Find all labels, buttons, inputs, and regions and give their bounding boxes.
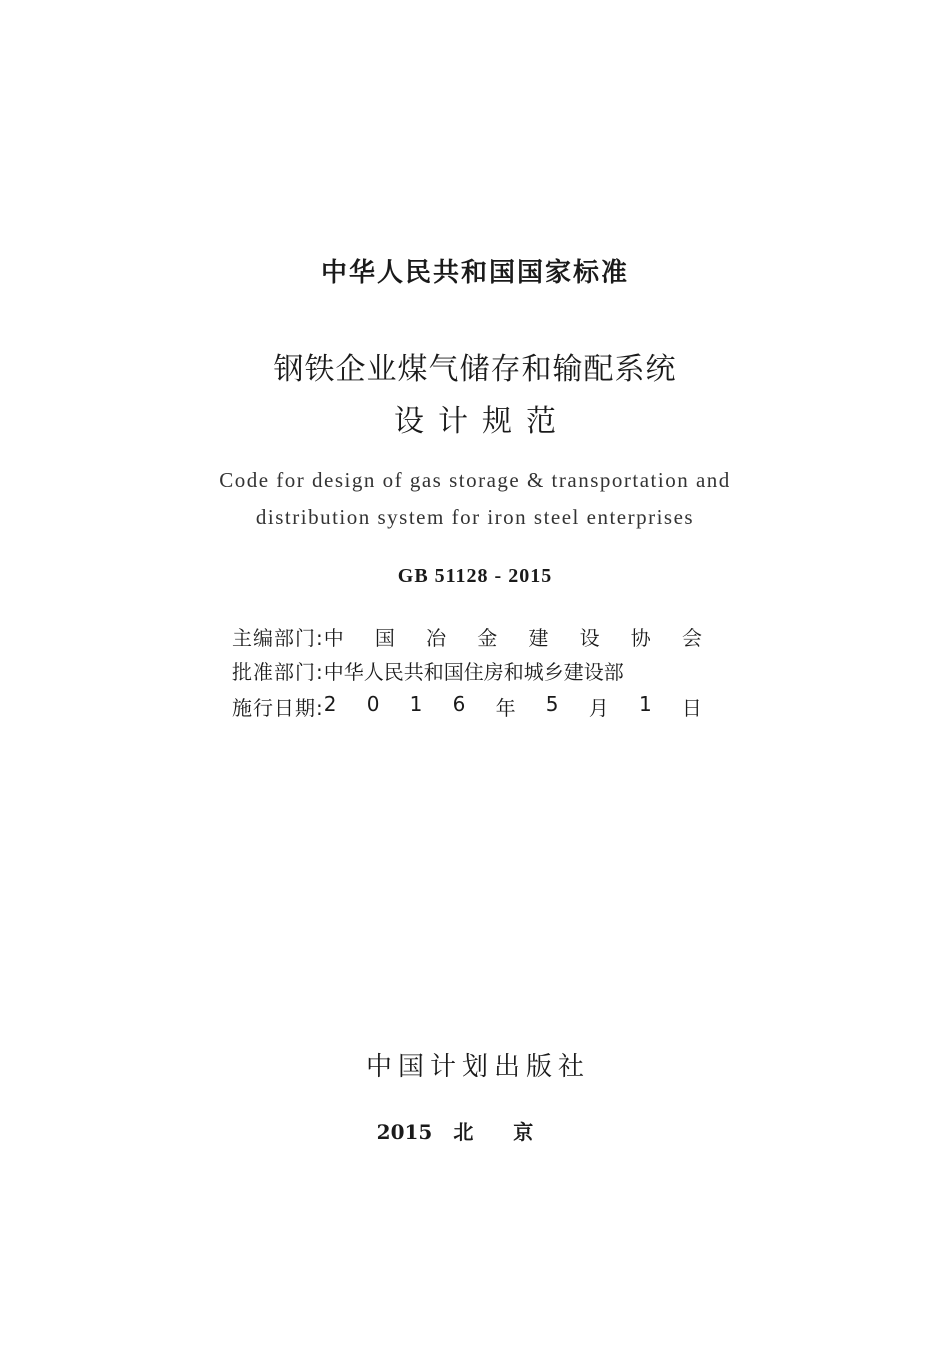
date-char: 1 — [638, 692, 652, 716]
date-char: 1 — [409, 692, 423, 716]
approval-dept-label: 批准部门: — [232, 660, 324, 684]
english-title-line1: Code for design of gas storage & transportation and — [219, 468, 731, 492]
chief-dept-label: 主编部门: — [232, 626, 324, 650]
approval-department — [232, 656, 702, 685]
chief-dept-value — [324, 622, 702, 651]
date-char: 月 — [588, 696, 609, 720]
date-char: 5 — [545, 692, 559, 716]
chief-dept-char: 建 — [528, 626, 549, 650]
effective-date-value — [324, 692, 702, 721]
date-char: 年 — [495, 696, 516, 720]
publish-year: 2015 — [376, 1120, 433, 1144]
standard-series-heading: 中华人民共和国国家标准 — [320, 258, 629, 288]
chief-dept-char: 金 — [477, 626, 498, 650]
publication-place-year — [0, 1116, 950, 1145]
effective-date-label: 施行日期: — [232, 696, 324, 720]
document-title-line1: 钢铁企业煤气储存和输配系统 — [273, 352, 677, 387]
date-char: 6 — [452, 692, 466, 716]
chief-editing-department — [232, 622, 702, 651]
date-char: 日 — [681, 696, 702, 720]
chief-dept-char: 国 — [374, 626, 395, 650]
chief-dept-char: 设 — [579, 626, 600, 650]
date-char: 2 — [323, 692, 337, 716]
publisher-name: 中国计划出版社 — [365, 1052, 590, 1082]
effective-date — [232, 692, 702, 721]
english-title-line2: distribution system for iron steel enterprises — [255, 505, 695, 529]
chief-dept-char: 会 — [681, 626, 702, 650]
date-char: 0 — [366, 692, 380, 716]
standard-code: GB 51128 - 2015 — [397, 565, 553, 587]
publish-city: 北京 — [453, 1120, 574, 1144]
chief-dept-char: 中 — [323, 626, 344, 650]
chief-dept-char: 冶 — [426, 626, 447, 650]
document-title-line2: 设计规范 — [394, 404, 570, 439]
chief-dept-char: 协 — [630, 626, 651, 650]
approval-dept-value: 中华人民共和国住房和城乡建设部 — [323, 660, 624, 684]
